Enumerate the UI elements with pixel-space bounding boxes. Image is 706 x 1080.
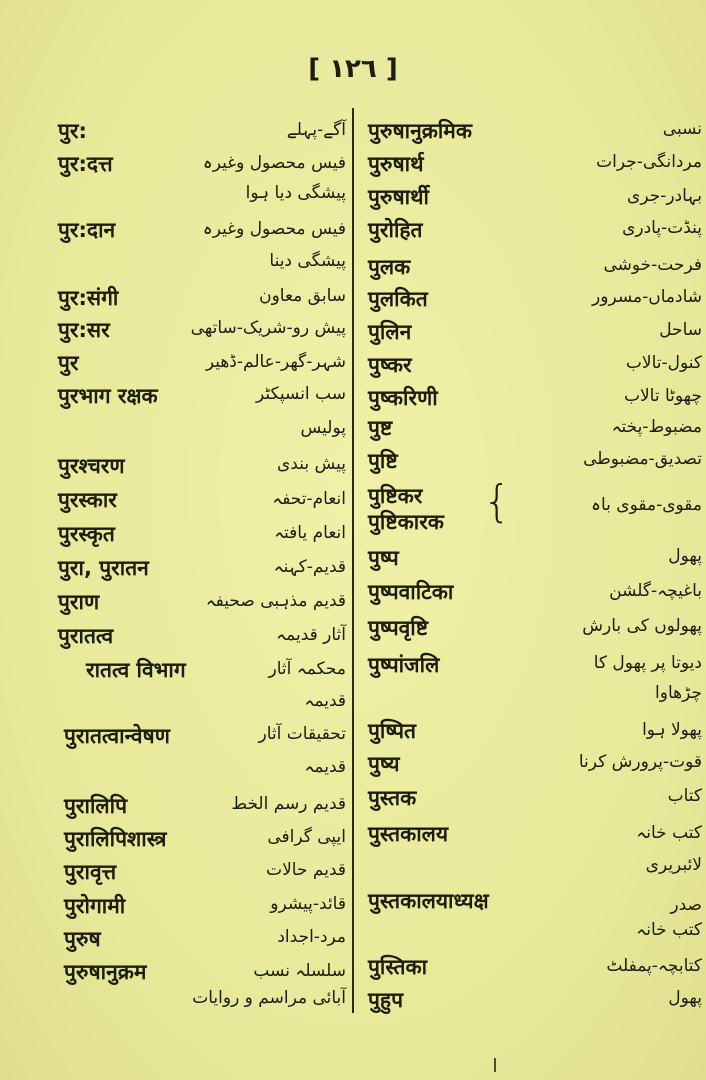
headword: पुष्पांजलि [368,653,440,677]
headword: पुष्पवाटिका [368,580,454,604]
entry [58,316,346,350]
meaning: پھولوں کی بارش [582,616,702,636]
entry-continuation [58,756,346,786]
meaning: مضبوط-پختہ [611,417,702,437]
headword: पुरुषार्थ [368,152,424,176]
headword: पुराण [58,590,100,614]
entry-continuation [58,251,346,281]
meaning: پھولا ہوا [642,720,702,740]
entry [58,554,346,588]
headword: पुरावृत्त [64,860,117,884]
meaning: کتب خانہ [636,920,702,940]
meaning: قدیم-کہنہ [273,557,346,577]
meaning: قدیمہ [304,691,346,711]
meaning: قائد-پیشرو [270,894,346,914]
entry [58,486,346,520]
headword: पुस्तिका [368,955,428,979]
headword: पुरोहित [368,218,423,242]
meaning: پولیس [300,418,346,438]
headword: पुष्करिणी [368,386,438,410]
entry [58,892,346,926]
entry [368,351,702,385]
entry [58,588,346,622]
entry [58,284,346,318]
meaning: فیس محصول وغیرہ [202,219,346,239]
headword: पुरस्कार [58,488,117,512]
headword: पुर:सर [58,318,110,342]
meaning: ایپی گرافی [267,827,346,847]
column-divider [352,108,354,1013]
meaning: مرد-اجداد [277,927,346,947]
meaning: چڑھاوا [655,683,702,703]
headword: पुरोगामी [64,894,126,918]
headword: पुरभाग रक्षक [58,384,158,408]
meaning: تصدیق-مضبوطی [583,449,702,469]
meaning: فرحت-خوشی [603,255,702,275]
entry-continuation [58,988,346,1018]
headword: पुरातत्व [58,624,114,648]
entry [368,285,702,319]
meaning: قدیم حالات [266,860,346,880]
entry [368,183,702,217]
entry [58,858,346,892]
meaning: انعام یافتہ [274,523,346,543]
headword: रातत्व विभाग [86,658,186,682]
headword: पुलकित [368,287,428,311]
headword: पुस्तक [368,786,417,810]
entry [368,651,702,685]
headword: पुरस्कृत [58,522,115,546]
entry-continuation [58,182,346,212]
meaning: آگے-پہلے [286,120,346,140]
entry [58,656,346,690]
headword: पुस्तकालयाध्यक्ष [368,889,489,913]
headword: पुरुष [64,927,101,951]
meaning: سب انسپکٹر [256,384,346,404]
meaning: پھول [668,546,702,566]
meaning: چھوٹا تالاب [623,386,702,406]
meaning: پیشگی دینا [269,251,346,271]
meaning: نسبی [662,119,702,139]
meaning: بہادر-جری [627,186,702,206]
headword: पुष्प [368,546,399,570]
entry [58,792,346,826]
entry [368,117,702,151]
meaning: کنول-تالاب [625,353,702,373]
headword: पुर:दान [58,218,116,242]
print-mark [494,1058,496,1072]
entry [58,150,346,184]
headword: पुष्पित [368,719,417,743]
headword: पुर:संगी [58,286,119,310]
entry [58,382,346,416]
headword: पुर [58,351,79,375]
headword: पुरालिपिशास्त्र [64,827,167,851]
grouping-brace: { [483,476,511,527]
headword: पुलक [368,255,411,279]
entry-continuation [368,683,702,713]
headword: पुष्ट [368,416,393,440]
entry-continuation [368,855,702,885]
entry [368,784,702,818]
meaning: محکمہ آثار [268,659,346,679]
meaning: لائبریری [645,855,702,875]
meaning: صدر [670,895,702,915]
entry [368,578,702,612]
meaning: آبائی مراسم و روایات [192,988,346,1008]
meaning: سابق معاون [259,286,346,306]
headword: पुष्कर [368,353,412,377]
meaning: پیش بندی [276,454,346,474]
meaning: آثار قدیمہ [276,625,346,645]
meaning: فیس محصول وغیرہ [202,153,346,173]
meaning: قوت-پرورش کرنا [578,752,702,772]
entry [58,622,346,656]
meaning: پیشگی دیا ہوا [245,183,346,203]
headword: पुरश्चरण [58,454,125,478]
headword: पुस्तकालय [368,822,449,846]
headword: पुरातत्वान्वेषण [64,724,170,748]
entry [58,216,346,250]
headword: पुरा, पुरातन [58,556,149,580]
meaning: مردانگی-جرات [596,152,702,172]
entry-continuation [368,919,702,949]
meaning: کتب خانہ [636,823,702,843]
headword: पुरुषानुक्रम [64,960,147,984]
page-number: [ ١٢٦ ] [308,54,398,84]
entry [368,953,702,987]
entry [368,150,702,184]
headword: पुरालिपि [64,794,127,818]
entry-continuation [58,418,346,448]
entry-continuation [58,690,346,720]
entry [58,117,346,151]
meaning: شہر-گھر-عالم-ڈھیر [205,352,346,372]
entry [368,820,702,854]
headword: पुहुप [368,988,404,1012]
meaning: قدیم رسم الخط [231,794,346,814]
meaning: شادماں-مسرور [592,287,702,307]
entry [368,447,702,481]
headword: पुष्पवृष्टि [368,616,428,640]
meaning: دیوتا پر پھول کا [593,653,702,673]
entry [368,614,702,648]
meaning: کتابچہ-پمفلٹ [606,956,702,976]
headword: पुरुषानुक्रमिक [368,119,472,143]
headword: पुष्टिकारक [368,510,444,534]
entry [368,253,702,287]
entry [368,717,702,751]
headword: पुष्टिकर [368,484,423,508]
entry [368,216,702,250]
entry [58,349,346,383]
headword: पुष्य [368,752,400,776]
entry [368,750,702,784]
entry [368,544,702,578]
meaning: ساحل [659,320,702,340]
meaning: پیش رو-شریک-ساتھی [190,318,346,338]
meaning: قدیمہ [304,757,346,777]
entry [58,520,346,554]
meaning: تحقیقات آثار [258,724,346,744]
headword: पुर: [58,119,87,143]
entry [58,925,346,959]
headword: पुर:दत्त [58,152,113,176]
meaning: باغیچہ-گلشن [609,581,702,601]
meaning: کتاب [667,786,702,806]
entry [368,887,702,921]
entry [58,958,346,992]
meaning: سلسلہ نسب [253,961,346,981]
meaning: قدیم مذہبی صحیفہ [205,591,346,611]
meaning: انعام-تحفہ [272,489,346,509]
entry [368,508,702,542]
headword: पुष्टि [368,449,398,473]
headword: पुलिन [368,320,412,344]
entry [58,452,346,486]
entry [368,384,702,418]
entry [58,825,346,859]
meaning: پھول [668,988,702,1008]
entry [368,986,702,1020]
entry [368,318,702,352]
entry [58,722,346,756]
headword: पुरुषार्थी [368,185,429,209]
meaning: مقوی-مقوی باہ [591,495,702,515]
entry [368,414,702,448]
meaning: پنڈت-پادری [622,218,702,238]
